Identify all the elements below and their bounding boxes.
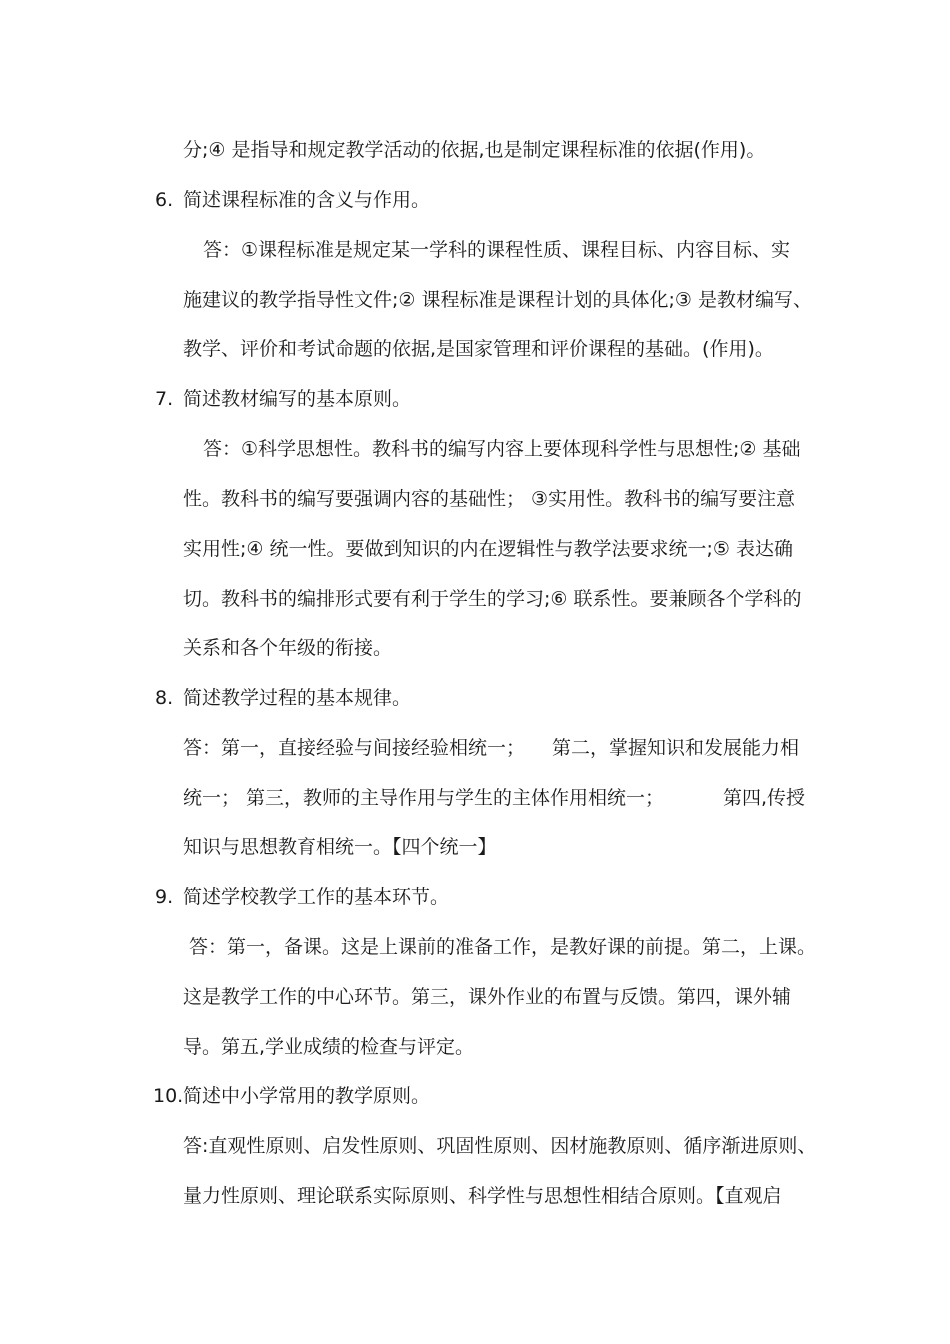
- question-7-number: 7.: [155, 388, 174, 410]
- answer-9-line-3: 导。第五,学业成绩的检查与评定。: [183, 1036, 475, 1058]
- answer-7-line-4: 切。教科书的编排形式要有利于学生的学习;⑥ 联系性。要兼顾各个学科的: [183, 588, 802, 610]
- continuation-line: 分;④ 是指导和规定教学活动的依据,也是制定课程标准的依据(作用)。: [183, 139, 766, 161]
- answer-7-line-2: 性。教科书的编写要强调内容的基础性； ③实用性。教科书的编写要注意: [183, 488, 796, 510]
- answer-8-line-1-part-a: 答：第一，直接经验与间接经验相统一；: [183, 737, 526, 759]
- answer-7-line-1: 答：①科学思想性。教科书的编写内容上要体现科学性与思想性;② 基础: [203, 438, 801, 460]
- answer-6-line-3: 教学、评价和考试命题的依据,是国家管理和评价课程的基础。(作用)。: [183, 338, 774, 360]
- question-8-text: 简述教学过程的基本规律。: [183, 687, 412, 709]
- answer-6-line-2: 施建议的教学指导性文件;② 课程标准是课程计划的具体化;③ 是教材编写、: [183, 289, 812, 311]
- answer-10-line-2: 量力性原则、理论联系实际原则、科学性与思想性相结合原则。【直观启: [183, 1185, 782, 1207]
- question-10-number: 10.: [153, 1085, 184, 1107]
- question-6-text: 简述课程标准的含义与作用。: [183, 189, 431, 211]
- answer-6-line-1: 答：①课程标准是规定某一学科的课程性质、课程目标、内容目标、实: [203, 239, 791, 261]
- answer-8-line-3: 知识与思想教育相统一。【四个统一】: [183, 836, 497, 858]
- question-9-number: 9.: [155, 886, 174, 908]
- question-9-text: 简述学校教学工作的基本环节。: [183, 886, 450, 908]
- answer-10-line-1: 答:直观性原则、启发性原则、巩固性原则、因材施教原则、循序渐进原则、: [183, 1135, 817, 1157]
- question-7-text: 简述教材编写的基本原则。: [183, 388, 412, 410]
- question-10-text: 简述中小学常用的教学原则。: [183, 1085, 431, 1107]
- answer-8-line-2-part-b: 第四,传授: [723, 787, 806, 809]
- question-8-number: 8.: [155, 687, 174, 709]
- answer-7-line-5: 关系和各个年级的衔接。: [183, 637, 393, 659]
- question-6-number: 6.: [155, 189, 174, 211]
- answer-8-line-1-part-b: 第二，掌握知识和发展能力相: [552, 737, 800, 759]
- answer-9-line-2: 这是教学工作的中心环节。第三，课外作业的布置与反馈。第四，课外辅: [183, 986, 792, 1008]
- answer-7-line-3: 实用性;④ 统一性。要做到知识的内在逻辑性与教学法要求统一;⑤ 表达确: [183, 538, 793, 560]
- answer-8-line-2-part-a: 统一； 第三，教师的主导作用与学生的主体作用相统一；: [183, 787, 665, 809]
- answer-9-line-1: 答：第一，备课。这是上课前的准备工作，是教好课的前提。第二，上课。: [189, 936, 817, 958]
